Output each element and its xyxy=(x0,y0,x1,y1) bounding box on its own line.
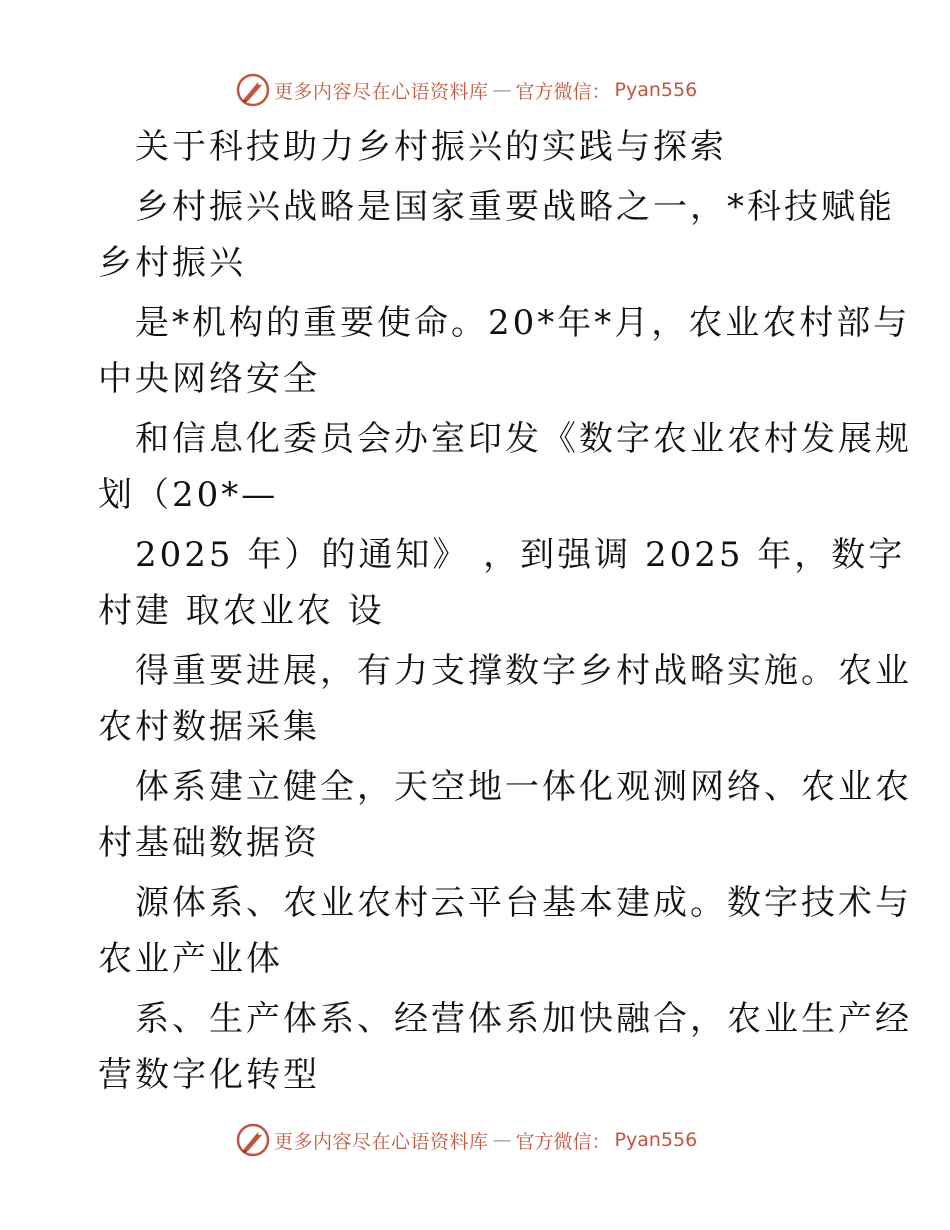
paragraph-line: 是*机构的重要使命。20*年*月，农业农村部与 xyxy=(135,303,911,343)
paragraph-line: 源体系、农业农村云平台基本建成。数字技术与 xyxy=(135,883,912,923)
paragraph-line: 营数字化转型 xyxy=(98,1055,320,1095)
watermark-title: 更多内容尽在心语资料库 xyxy=(274,1130,489,1153)
paragraph-line: 中央网络安全 xyxy=(98,359,320,399)
watermark-contact-label: 官方微信： xyxy=(515,80,611,103)
paragraph-line: 和信息化委员会办室印发《数字农业农村发展规 xyxy=(135,419,912,459)
paragraph-line: 村基础数据资 xyxy=(98,823,320,863)
paragraph-line: 乡村振兴 xyxy=(98,243,246,283)
paragraph-line: 村建 取农业农 设 xyxy=(98,591,385,631)
paragraph-line: 体系建立健全，天空地一体化观测网络、农业农 xyxy=(135,767,912,807)
paragraph-line: 系、生产体系、经营体系加快融合，农业生产经 xyxy=(135,999,912,1039)
paragraph-line: 农业产业体 xyxy=(98,939,283,979)
pen-logo-icon xyxy=(236,1123,270,1157)
watermark-separator: — xyxy=(492,1129,512,1151)
document-title: 关于科技助力乡村振兴的实践与探索 xyxy=(135,127,727,167)
watermark-separator: — xyxy=(492,79,512,101)
paragraph-line: 2025 年）的通知》 ，到强调 2025 年，数字 xyxy=(135,535,906,575)
watermark-contact-id: Pyan556 xyxy=(614,1129,698,1151)
paragraph-line: 划（20*— xyxy=(98,475,279,515)
paragraph-line: 得重要进展，有力支撑数字乡村战略实施。农业 xyxy=(135,651,912,691)
watermark-contact-id: Pyan556 xyxy=(614,79,698,101)
paragraph-line: 农村数据采集 xyxy=(98,707,320,747)
paragraph-line: 乡村振兴战略是国家重要战略之一，*科技赋能 xyxy=(135,187,895,227)
watermark-contact-label: 官方微信： xyxy=(515,1130,611,1153)
watermark-title: 更多内容尽在心语资料库 xyxy=(274,80,489,103)
watermark-footer xyxy=(236,1122,697,1158)
